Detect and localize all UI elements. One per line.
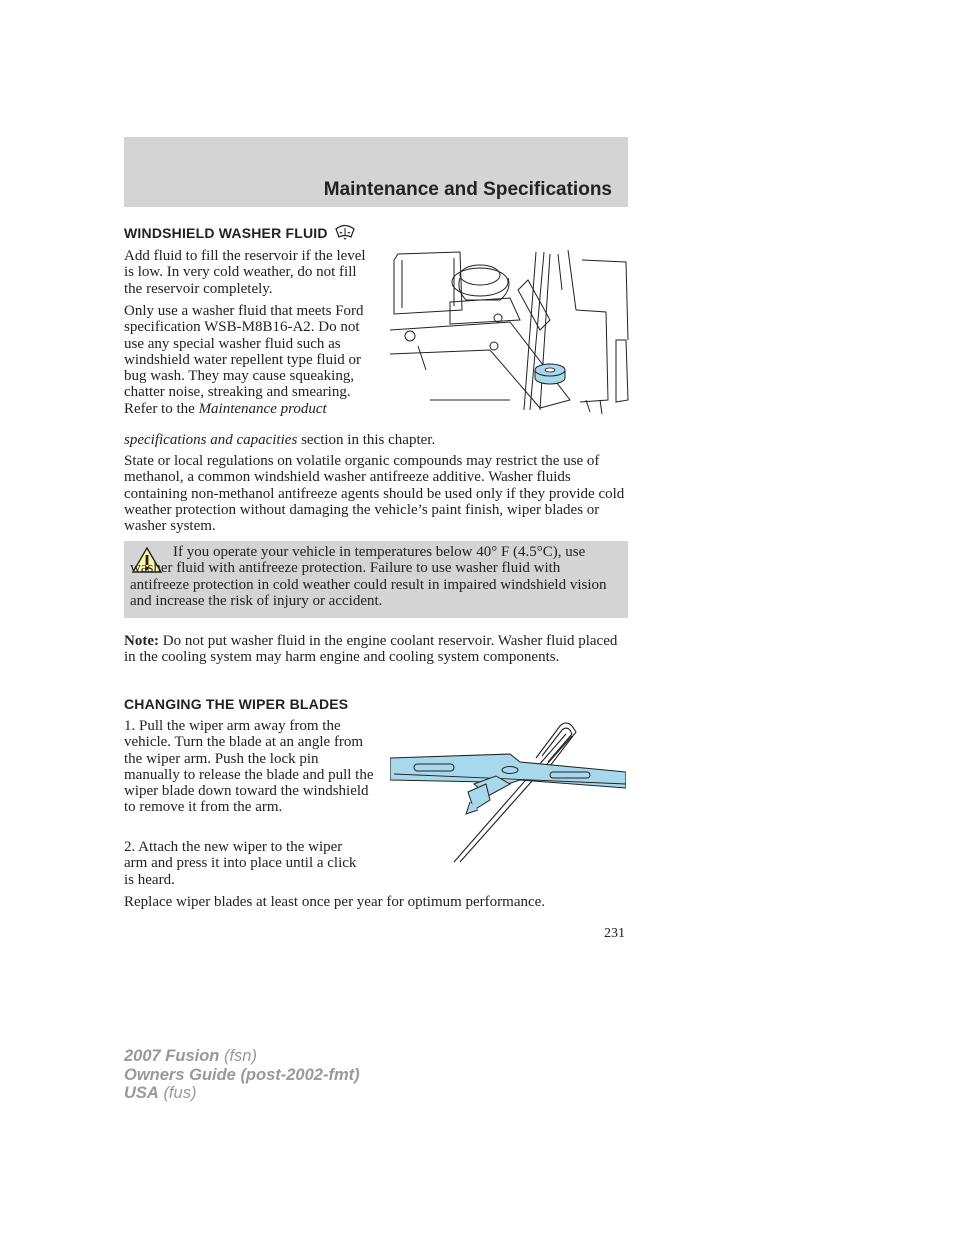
wiper-step-1: 1. Pull the wiper arm away from the vehicle. Turn the blade at an angle from the wiper arm. Push the lock pin manually to release the blade and pull the wiper blade down toward the windshield to remove it from the arm. — [124, 718, 374, 816]
washer-fluid-icon — [334, 223, 356, 241]
footer-line-2 — [124, 1066, 360, 1085]
page-number: 231 — [604, 926, 625, 941]
footer-market: USA — [124, 1084, 159, 1102]
washer-paragraph-2-cont — [124, 432, 628, 448]
footer-model-code: (fsn) — [223, 1047, 257, 1065]
document-footer — [124, 1047, 360, 1103]
chapter-title: Maintenance and Specifications — [323, 179, 612, 200]
warning-text: If you operate your vehicle in temperatures below 40° F (4.5°C), use washer fluid with antifreeze protection. Failure to use washer fluid with antifreeze protection in cold weather could result in impaired windshield vision and increase the risk of injury or accident. — [130, 544, 607, 609]
washer-fluid-heading-text: WINDSHIELD WASHER FLUID — [124, 225, 328, 241]
wiper-step-2: 2. Attach the new wiper to the wiper arm and press it into place until a click is heard. — [124, 839, 357, 888]
note-label: Note: — [124, 633, 159, 649]
washer-reservoir-illustration — [390, 250, 630, 416]
washer-paragraph-2-text: Only use a washer fluid that meets Ford specification WSB-M8B16-A2. Do not use any special washer fluid such as windshield water repellent type fluid or bug wash. They may cause squeaking, chatter noise, streaking and smearing. Refer to the — [124, 303, 364, 417]
footer-line-1 — [124, 1047, 360, 1066]
washer-paragraph-2-italic-a: Maintenance product — [198, 400, 327, 417]
wiper-blade-illustration — [390, 718, 626, 864]
washer-paragraph-3: State or local regulations on volatile organic compounds may restrict the use of methanol, a common windshield washer antifreeze additive. Washer fluids containing non-methanol antifreeze agents should be used only if they provide cold weather protection without damaging the vehicle’s paint finish, wiper blades or washer system. — [124, 453, 625, 535]
footer-guide: Owners Guide (post-2002-fmt) — [124, 1065, 360, 1084]
footer-market-code: (fus) — [163, 1084, 197, 1102]
chapter-header — [124, 137, 628, 207]
warning-callout — [124, 541, 628, 618]
washer-fluid-heading — [124, 223, 356, 241]
wiper-blades-heading: CHANGING THE WIPER BLADES — [124, 696, 349, 712]
washer-paragraph-1: Add fluid to fill the reservoir if the level is low. In very cold weather, do not fill the reservoir completely. — [124, 248, 366, 297]
footer-line-3 — [124, 1084, 360, 1103]
washer-paragraph-2-italic-b: specifications and capacities — [124, 432, 298, 448]
note-text: Do not put washer fluid in the engine coolant reservoir. Washer fluid placed in the cooling system may harm engine and cooling system components. — [124, 633, 618, 666]
footer-model: 2007 Fusion — [124, 1047, 220, 1065]
washer-paragraph-2 — [124, 303, 376, 417]
washer-paragraph-2-end: section in this chapter. — [301, 432, 436, 448]
note-paragraph — [124, 633, 628, 666]
wiper-closing: Replace wiper blades at least once per year for optimum performance. — [124, 894, 546, 910]
